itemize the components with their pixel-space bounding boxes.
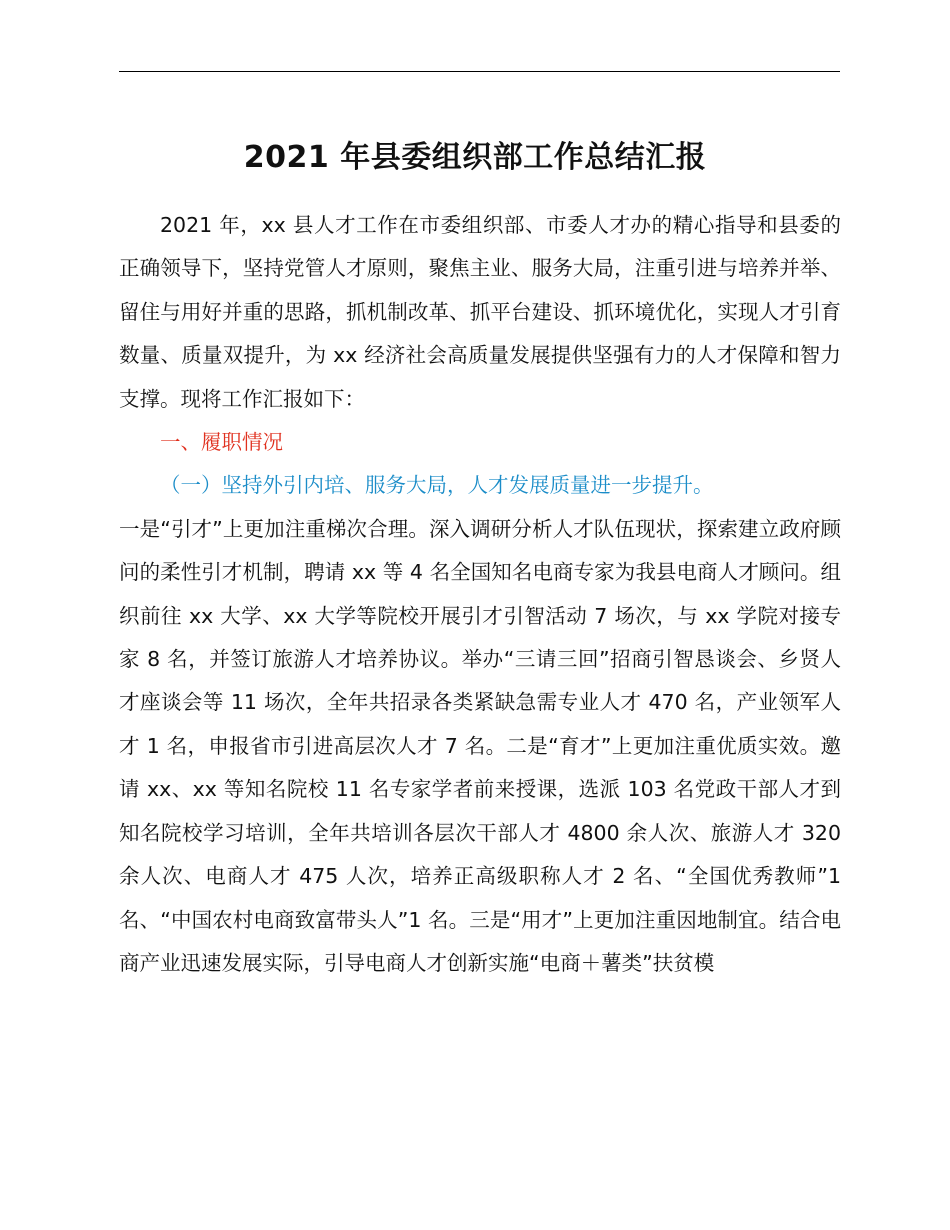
page-title: 2021 年县委组织部工作总结汇报 xyxy=(243,140,707,175)
header-rule xyxy=(119,71,840,72)
intro-paragraph: 2021 年，xx 县人才工作在市委组织部、市委人才办的精心指导和县委的正确领导下，坚持党管人才原则，聚焦主业、服务大局，注重引进与培养并举、留住与用好并重的思路，抓机制改革、抓平台建设、抓环境优化，实现人才引育数量、质量双提升，为 xx 经济社会高质量发展提供坚强有力的人才保障和智力支撑。现将工作汇报如下： xyxy=(119,213,841,411)
document-body xyxy=(119,204,841,985)
subsection-heading: （一）坚持外引内培、服务大局，人才发展质量进一步提升。 xyxy=(160,473,714,498)
section-heading: 一、履职情况 xyxy=(160,430,283,455)
body-paragraph: 一是“引才”上更加注重梯次合理。深入调研分析人才队伍现状，探索建立政府顾问的柔性引才机制，聘请 xx 等 4 名全国知名电商专家为我县电商人才顾问。组织前往 xx 大学、xx 大学等院校开展引才引智活动 7 场次，与 xx 学院对接专家 8 名，并签订旅游人才培养协议。举办“三请三回”招商引智恳谈会、乡贤人才座谈会等 11 场次，全年共招录各类紧缺急需专业人才 470 名，产业领军人才 1 名，申报省市引进高层次人才 7 名。二是“育才”上更加注重优质实效。邀请 xx、xx 等知名院校 11 名专家学者前来授课，选派 103 名党政干部人才到知名院校学习培训，全年共培训各层次干部人才 4800 余人次、旅游人才 320 余人次、电商人才 475 人次，培养正高级职称人才 2 名、“全国优秀教师”1 名、“中国农村电商致富带头人”1 名。三是“用才”上更加注重因地制宜。结合电商产业迅速发展实际，引导电商人才创新实施“电商＋薯类”扶贫模 xyxy=(119,516,841,975)
